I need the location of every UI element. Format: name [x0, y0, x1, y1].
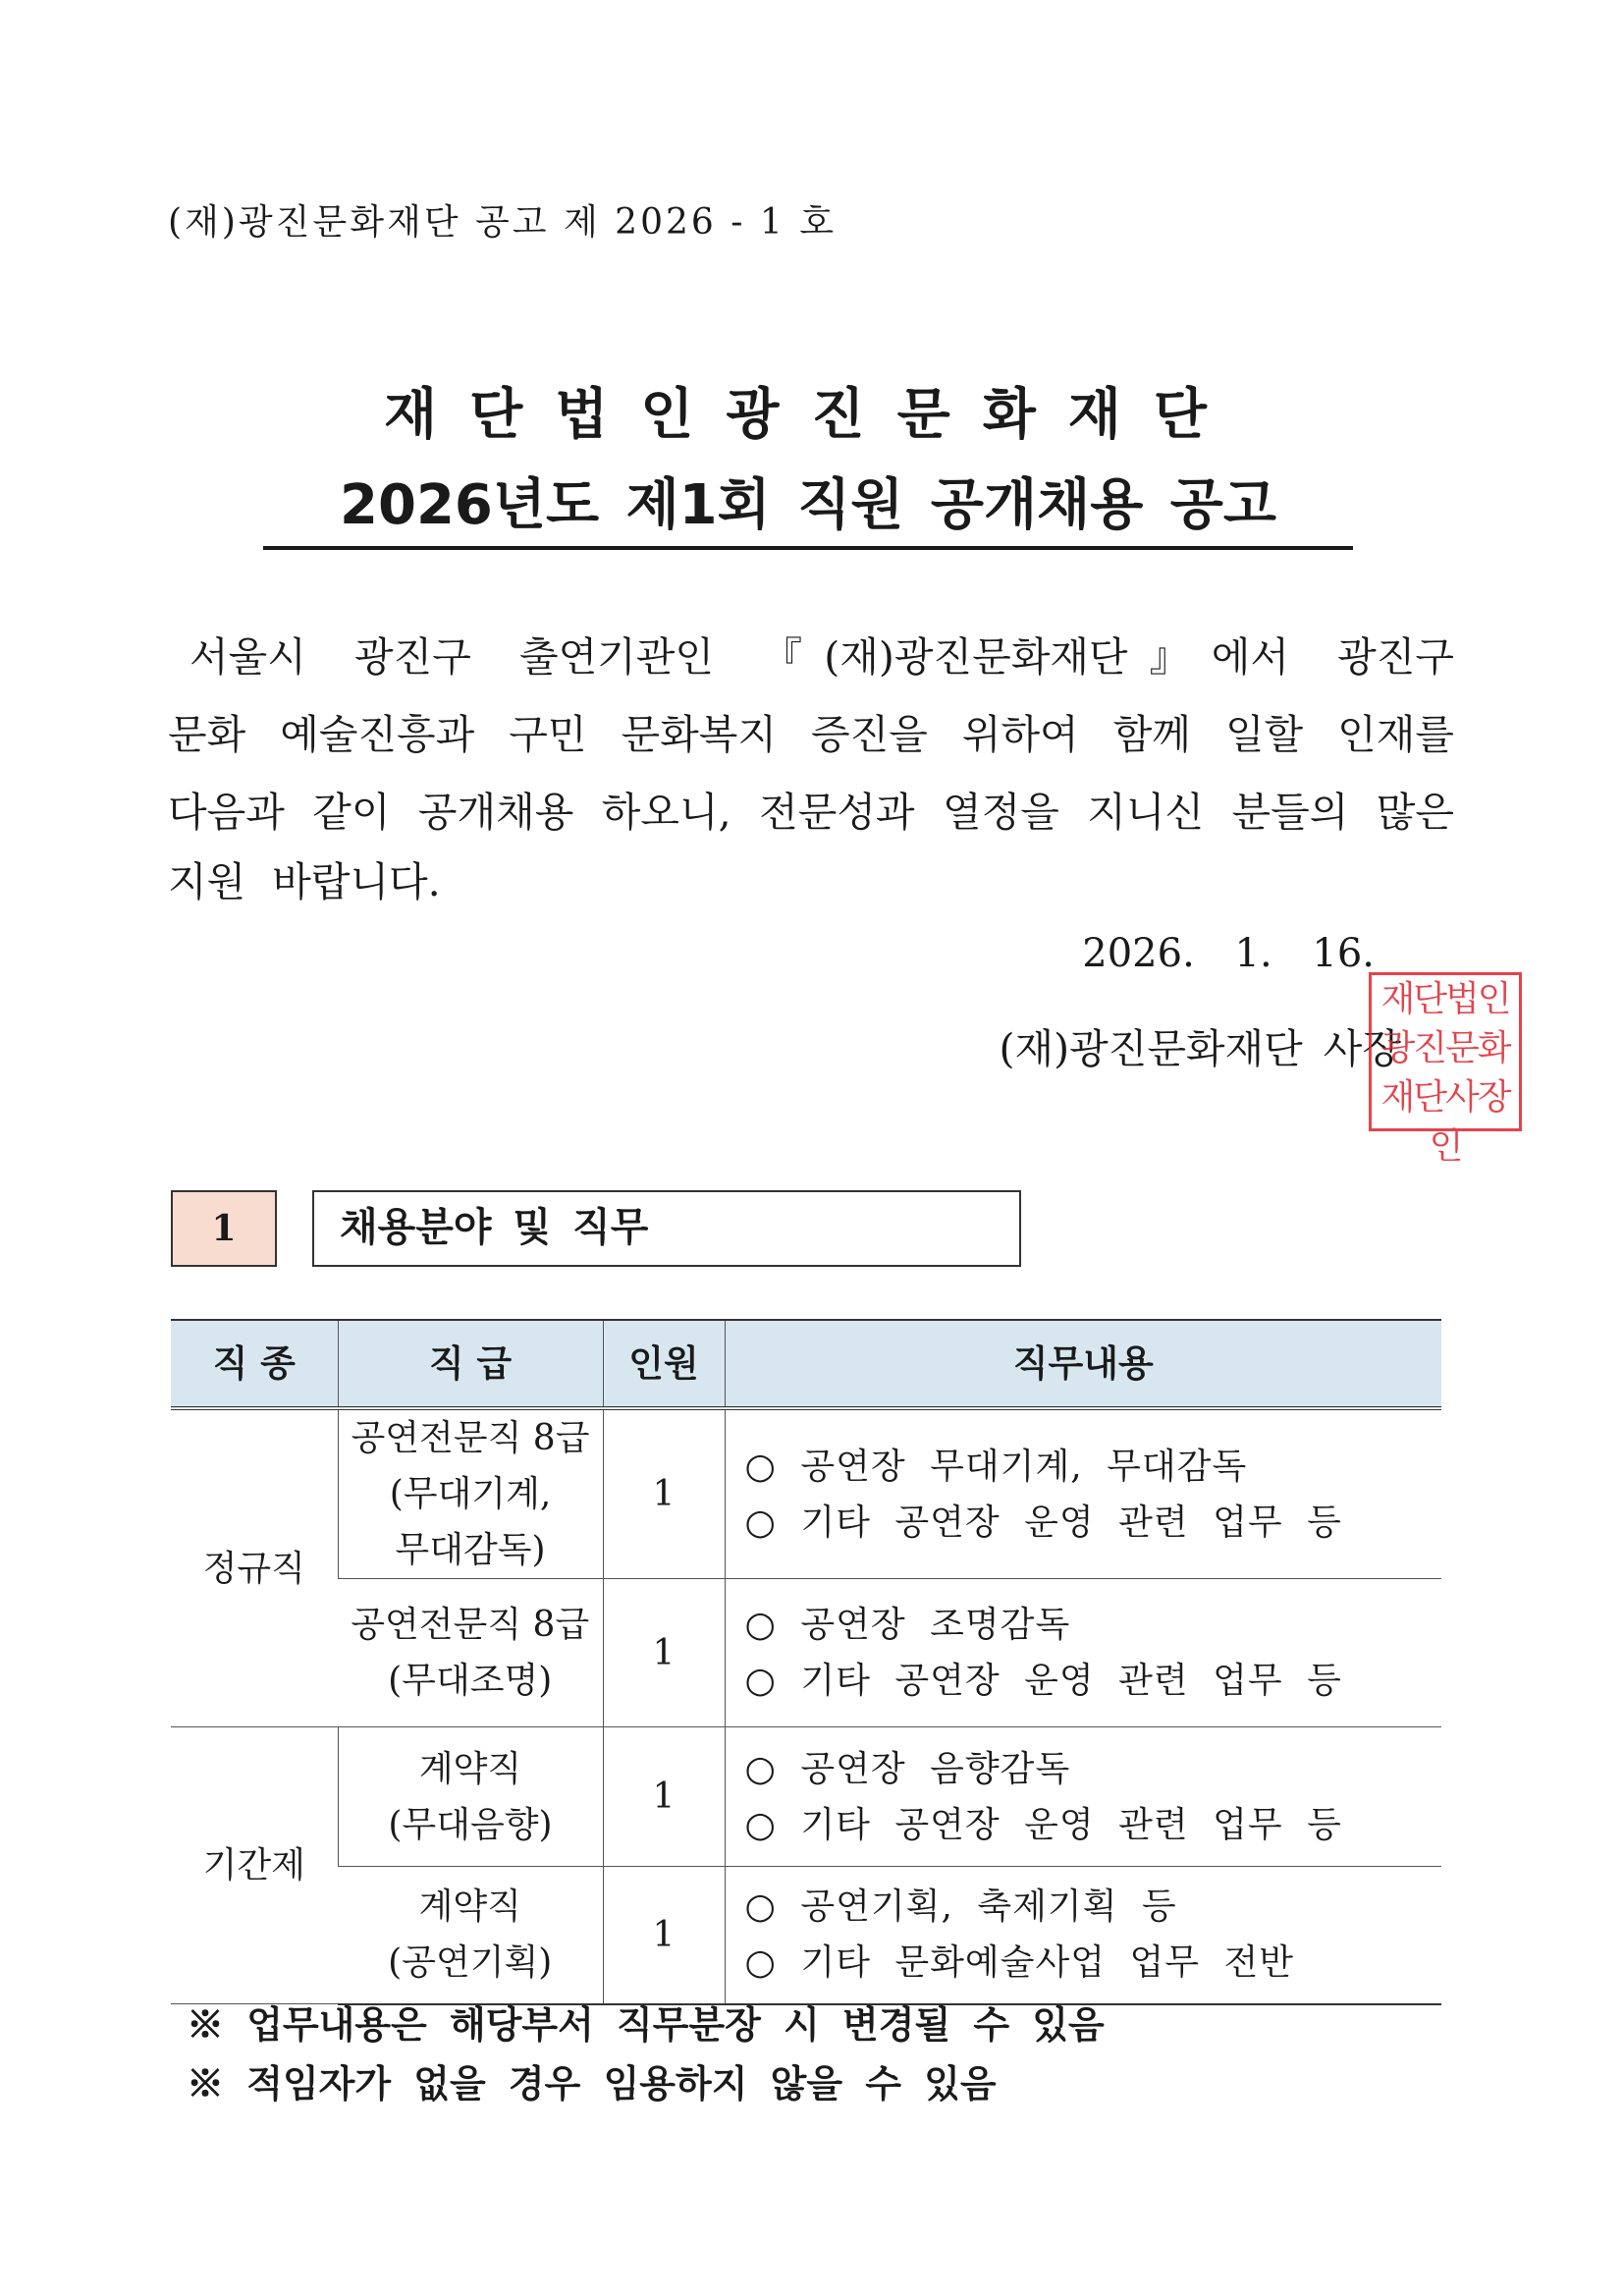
cell-duties: ○ 공연기획, 축제기획 등 ○ 기타 문화예술사업 업무 전반 — [725, 1867, 1441, 2004]
intro-line: 지원 바랍니다. — [168, 858, 441, 905]
note-item: ※ 업무내용은 해당부서 직무분장 시 변경될 수 있음 — [187, 2002, 1105, 2047]
table-row — [171, 1727, 1441, 1867]
page-subtitle: 2026년도 제1회 직원 공개채용 공고 — [263, 462, 1353, 550]
table-header-row — [171, 1320, 1441, 1408]
cell-grade: 계약직 (공연기획) — [338, 1867, 603, 2004]
cell-duties: ○ 공연장 음향감독 ○ 기타 공연장 운영 관련 업무 등 — [725, 1727, 1441, 1867]
header-grade: 직 급 — [338, 1320, 603, 1408]
section-title: 채용분야 및 직무 — [312, 1190, 1021, 1267]
cell-duties: ○ 공연장 무대기계, 무대감독 ○ 기타 공연장 운영 관련 업무 등 — [725, 1408, 1441, 1579]
note-item: ※ 적임자가 없을 경우 임용하지 않을 수 있음 — [187, 2061, 997, 2105]
notice-number: (재)광진문화재단 공고 제 2026 - 1 호 — [168, 202, 837, 243]
cell-grade: 계약직 (무대음향) — [338, 1727, 603, 1867]
official-seal — [1369, 972, 1522, 1167]
intro-paragraph — [168, 619, 1454, 851]
seal-text: 재단법인 광진문화 재단사장인 — [1380, 979, 1510, 1167]
signer: (재)광진문화재단 사장 — [999, 1025, 1401, 1072]
cell-type: 기간제 — [171, 1727, 338, 2004]
table-row — [171, 1867, 1441, 2004]
header-duties: 직무내용 — [725, 1320, 1441, 1408]
cell-count: 1 — [603, 1579, 725, 1727]
cell-grade: 공연전문직 8급 (무대조명) — [338, 1579, 603, 1727]
cell-count: 1 — [603, 1408, 725, 1579]
table-row — [171, 1408, 1441, 1579]
cell-grade: 공연전문직 8급 (무대기계, 무대감독) — [338, 1408, 603, 1579]
page-title: 재단법인광진문화재단 — [384, 383, 1239, 447]
header-count: 인원 — [603, 1320, 725, 1408]
cell-count: 1 — [603, 1727, 725, 1867]
notice-date: 2026. 1. 16. — [1082, 931, 1375, 976]
intro-line: 서울시 광진구 출연기관인 『(재)광진문화재단』에서 광진구 — [189, 633, 1454, 681]
notes — [187, 1995, 1105, 2113]
job-table — [171, 1319, 1441, 2005]
intro-line: 다음과 같이 공개채용 하오니, 전문성과 열정을 지니신 분들의 많은 — [168, 789, 1454, 836]
table-row — [171, 1579, 1441, 1727]
intro-line: 문화 예술진흥과 구민 문화복지 증진을 위하여 함께 일할 인재를 — [168, 711, 1454, 758]
cell-duties: ○ 공연장 조명감독 ○ 기타 공연장 운영 관련 업무 등 — [725, 1579, 1441, 1727]
header-type: 직 종 — [171, 1320, 338, 1408]
section-number: 1 — [171, 1190, 277, 1267]
cell-type: 정규직 — [171, 1408, 338, 1727]
cell-count: 1 — [603, 1867, 725, 2004]
